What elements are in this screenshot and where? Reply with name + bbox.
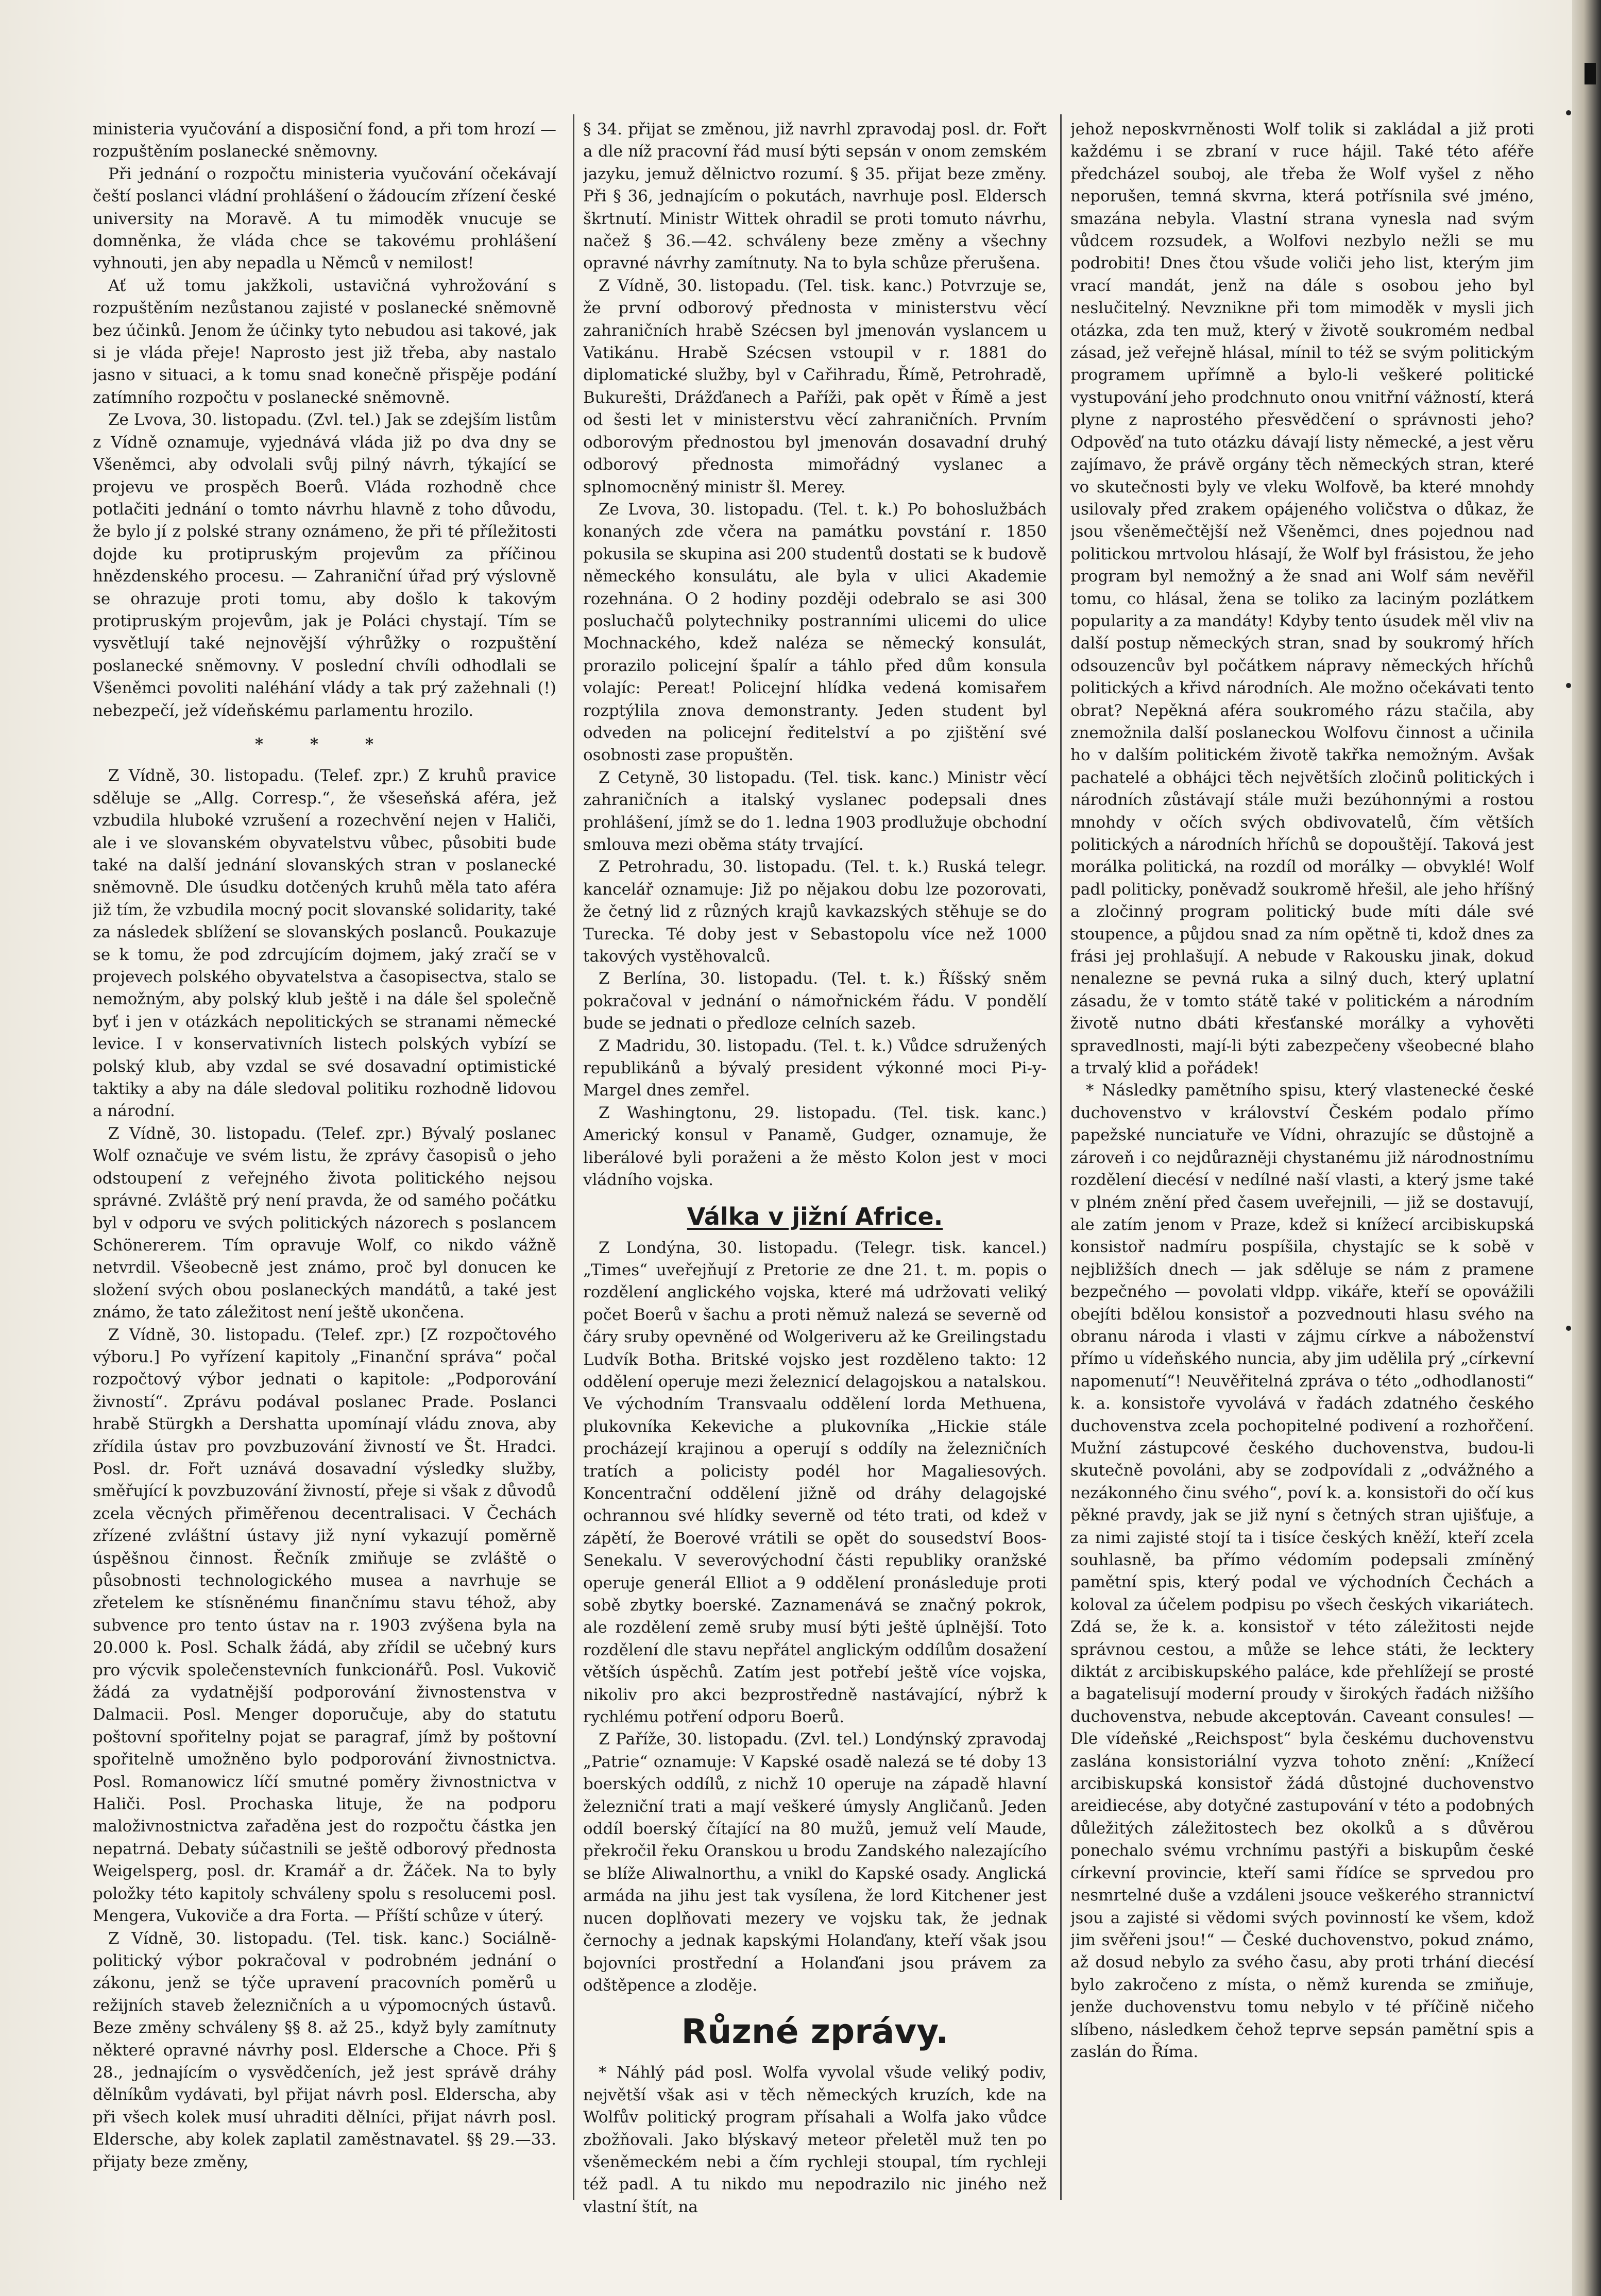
column-1: [93, 118, 556, 2235]
article-paragraph: ministeria vyučování a disposiční fond, a při tom hrozí — rozpuštěním poslanecké sněmovny.: [93, 120, 556, 161]
article-paragraph: Z Berlína, 30. listopadu. (Tel. t. k.) Říšský sněm pokračoval v jednání o námořnickém řádu. V pondělí bude se jednati o předloze celních sazeb.: [583, 969, 1047, 1033]
article-paragraph: Z Petrohradu, 30. listopadu. (Tel. t. k.) Ruská telegr. kancelář oznamuje: Již po nějakou dobu lze pozorovati, že četný lid z různých krajů kavkazských stěhuje se do Turecka. Té doby jest v Sebastopolu více než 1000 takových vystěhovalců.: [583, 858, 1047, 966]
article-paragraph: Z Washingtonu, 29. listopadu. (Tel. tisk. kanc.) Americký konsul v Panamě, Gudger, oznamuje, že liberálové byli poraženi a že město Kolon jest v moci vládního vojska.: [583, 1103, 1047, 1190]
article-paragraph: * Náhlý pád posl. Wolfa vyvolal všude veliký podiv, největší však asi v těch německých kruzích, kde na Wolfův politický program přísahali a Wolfa jako vůdce zbožňovali. Jako blýskavý meteor přeletěl muž ten po všeněmeckém nebi a čím rychleji stoupal, tím rychleji též padl. A tu nikdo mu nepodrazilo nic jiného než vlastní štít, na: [583, 2063, 1047, 2216]
article-paragraph: Ať už tomu jakžkoli, ustavičná vyhrožování s rozpuštěním nezůstanou zajisté v poslanecké sněmovně bez účinků. Jenom že účinky tyto nebudou asi takové, jak si je vláda přeje! Naprosto jest již třeba, aby nastalo jasno v situaci, a k tomu snad konečně přispěje podání zatímního rozpočtu v poslanecké sněmovně.: [93, 276, 556, 407]
article-paragraph: Při jednání o rozpočtu ministeria vyučování očekávají čeští poslanci vládní prohlášení o žádoucím zřízení české university na Moravě. A tu mimoděk vnucuje se domněnka, že vláda chce se takovému prohlášení vyhnouti, jen aby nepadla u Němců v nemilost!: [93, 164, 556, 273]
article-paragraph: Z Vídně, 30. listopadu. (Tel. tisk. kanc.) Sociálně-politický výbor pokračoval v podrobném jednání o zákonu, jenž se týče upravení pracovních poměrů u režijních staveb železničních a u výpomocných ústavů. Beze změny schváleny §§ 8. až 25., když byly zamítnuty některé opravné návrhy posl. Eldersche a Choce. Při § 28., jednajícím o vysvědčeních, jež jest správě dráhy dělníkům vydávati, byl přijat návrh posl. Elderscha, aby při všech kolek musí uhraditi dělníci, přijat návrh posl. Eldersche, aby kolek zaplatil zaměstnavatel. §§ 29.—33. přijaty beze změny,: [93, 1929, 556, 2171]
article-paragraph: * Následky pamětního spisu, který vlastenecké české duchovenstvo v království Českém podalo přímo papežské nunciatuře ve Vídni, ohrazujíc se důstojně a zároveň i co nejdůrazněji chystanému již národnostnímu rozdělení diecésí v nedílné naší vlasti, a který jsme také v plném znění před časem uveřejnili, — již se dostavují, ale zatím jenom v Praze, kdež si knížecí arcibiskupská konsistoř nadmíru pospíšila, chystajíc se k sobě v nejbližších dnech — jak sděluje se nám z pramene bezpečného — povolati vldpp. vikáře, kteří se opovážili obejíti bdělou konsistoř a pozvednouti hlasu svého na obranu národa i vlasti v zájmu církve a náboženství přímo u vídeňského nuncia, aby jim udělila prý „církevní napomenutí“! Neuvěřitelná zpráva o této „odhodlanosti“ k. a. konsistoře vyvolává v řadách zdatného českého duchovenstva zcela pochopitelné podivení a rozhořčení. Mužní zástupcové českého duchovenstva, budou-li skutečně povoláni, aby se zodpovídali z „odvážného a nezákonného činu svého“, poví k. a. konsistoři do očí kus pěkné pravdy, jak se již nyní s četných stran ujišťuje, a za nimi zajisté stojí ta i tisíce českých kněží, kteří zcela souhlasně, ba přímo védomím podepsali zmíněný pamětní spis, který podal ve východních Čechách a koloval za účelem podpisu po všech českých vikariátech. Zdá se, že k. a. konsistoř v této záležitosti nejde správnou cestou, a může se lehce státi, že lecktery diktát z arcibiskupského paláce, kde přehlížejí se prosté a bagatelisují moderní proudy v širokých řadách nižšího duchovenstva, nebude akceptován. Caveant consules! — Dle vídeňské „Reichspost“ byla českému duchovenstvu zaslána konsistoriální vyzva tohoto znění: „Knížecí arcibiskupská konsistoř žádá důstojné duchovenstvo areidiecése, aby dotyčné zastupování v této a podobných důležitých záležitostech bez okolků a s důvěrou ponechalo svému vrchnímu pastýři a biskupům české církevní provincie, kteří sami řídíce se sprvedou pro nesmrtelné duše a vzdáleni jsouce veškerého strannictví jsou a zajisté si vědomi svých povinností ke všem, kdož jim svěřeni jsou!“ — České duchovenstvo, pokud známo, až dosud nebylo za svého času, aby proti trhání diecésí bylo zakročeno z místa, o němž kurenda se zmiňuje, jenže duchovenstvu tomu nebylo v té příčině ničeho slíbeno, následkem čehož teprve sepsán pamětní spis a zaslán do Říma.: [1070, 1081, 1534, 2061]
column-rule: [573, 114, 574, 2200]
news-section-heading: Různé zprávy.: [681, 2012, 949, 2052]
article-paragraph: Z Vídně, 30. listopadu. (Tel. tisk. kanc.) Potvrzuje se, že první odborový přednosta v ministerstvu věcí zahraničních hrabě Szécsen byl jmenován vyslancem u Vatikánu. Hrabě Szécsen vstoupil v r. 1881 do diplomatické služby, byl v Cařihradu, Římě, Petrohradě, Bukurešti, Drážďanech a Paříži, pak opět v Římě a jest od šesti let v ministerstvu věcí zahraničních. Prvním odborovým přednostou byl jmenován dosavadní druhý odborový přednosta mimořádný vyslanec a splnomocněný ministr šl. Merey.: [583, 276, 1047, 496]
article-paragraph: Z Madridu, 30. listopadu. (Tel. t. k.) Vůdce sdružených republikánů a bývalý president výkonné moci Pi-y-Margel dnes zemřel.: [583, 1036, 1047, 1100]
margin-dot: [1566, 683, 1571, 688]
war-section-heading: Válka v jižní Africe.: [687, 1202, 943, 1230]
article-paragraph: Z Vídně, 30. listopadu. (Telef. zpr.) Bývalý poslanec Wolf označuje ve svém listu, že zprávy časopisů o jeho odstoupení z veřejného života politického nejsou správné. Zvláště prý není pravda, že od samého počátku byl v odporu ve svých politických názorech s poslancem Schönererem. Tím opravuje Wolf, co nikdo vážně netvrdil. Všeobecně jest známo, proč byl donucen ke složení svých obou poslaneckých mandátů, a také jest známo, že tato záležitost není ještě ukončena.: [93, 1124, 556, 1322]
column-2: [583, 118, 1047, 2235]
page-edge: [1572, 0, 1601, 2296]
article-paragraph: jehož neposkvrněnosti Wolf tolik si zakládal a již proti každému i se zbraní v ruce hájil. Také této aféře předcházel souboj, ale třeba že Wolf vyšel z něho neporušen, temná skvrna, která potřísnila své jméno, smazána nebyla. Vlastní strana vynesla nad svým vůdcem rozsudek, a Wolfovi nezbylo nežli se mu podrobiti! Dnes čtou všude voliči jeho list, kterým jim vrací mandát, jenž na dále s osobou jeho byl neslučitelný. Nevznikne při tom mimoděk v mysli jich otázka, zda ten muž, který v životě soukromém nedbal zásad, jež veřejně hlásal, mínil to též se svým politickým programem upřímně a bylo-li veškeré politické vystupování jeho prodchnuto onou vnitřní vážností, která plyne z naprostého přesvědčení o správnosti jeho? Odpověď na tuto otázku dávají listy německé, a jest věru zajímavo, že právě orgány těch německých stran, které vo skutečnosti byly ve vleku Wolfově, ba které mnohdy usilovaly před zrakem opájeného voličstva o důkaz, že jsou všeněmečtější než Všeněmci, dnes pojednou nad politickou mrtvolou hlásají, že Wolf byl frásistou, že jeho program byl nemožný a že snad ani Wolf sám nevěřil tomu, co hlásal, žena se toliko za laciným pozlátkem popularity a za mandáty! Kdyby tento úsudek měl vliv na další postup německých stran, snad by soukromý hřích odsouzencův byl počátkem nápravy německých hříchů politických a křivd národních. Ale možno očekávati tento obrat? Nepěkná aféra soukromého rázu stačila, aby znemožnila další poslaneckou Wolfovu činnost a učinila ho v dalším politickém životě takřka nemožným. Avšak pachatelé a obhájci těch největších zločinů politických i národních zůstávají stále muži bezúhonnými a rostou mnohdy v očích svých obdivovatelů, čím větších politických a národních hříchů se dopouštějí. Taková jest morálka politická, na rozdíl od morálky — obvyklé! Wolf padl politicky, poněvadž soukromě hřešil, ale jeho hříšný a zločinný program politický bude míti dále své stoupence, a půjdou snad za ním opětně ti, kdož dnes za frási jej prohlašují. A nebude v Rakousku jinak, dokud nenalezne se pevná ruka a silný duch, který uplatní zásadu, že v tomto státě také v politickém a národním životě nutno dbáti křesťanské morálky a vyhověti spravedlnosti, mají-li býti zabezpečeny všeobecné blaho a trvalý klid a pořádek!: [1070, 120, 1534, 1078]
article-paragraph: Z Cetyně, 30 listopadu. (Tel. tisk. kanc.) Ministr věcí zahraničních a italský vyslanec podepsali dnes prohlášení, jímž se do 1. ledna 1903 prodlužuje obchodní smlouva mezi oběma státy trvající.: [583, 768, 1047, 854]
article-paragraph: Ze Lvova, 30. listopadu. (Zvl. tel.) Jak se zdejším listům z Vídně oznamuje, vyjednává vláda již po dva dny se Všeněmci, aby odvolali svůj pilný návrh, týkající se projevu ve prospěch Boerů. Vláda rozhodně chce potlačiti jednání o tomto návrhu hlavně z toho důvodu, že bylo jí z polské strany oznámeno, že při té příležitosti dojde ku protipruským projevům za příčinou hnězdenského procesu. — Zahraniční úřad prý výslovně se ohrazuje proti tomu, aby došlo k takovým protipruským projevům, jak je Poláci chystají. Tím se vysvětlují také nejnovější výhrůžky o rozpuštění poslanecké sněmovny. V poslední chvíli odhodlali se Všeněmci povoliti naléhání vlády a tak prý zažehnali (!) nebezpečí, jež vídeňskému parlamentu hrozilo.: [93, 410, 556, 720]
article-paragraph: Z Londýna, 30. listopadu. (Telegr. tisk. kancel.) „Times“ uveřejňují z Pretorie ze dne 21. t. m. popis o rozdělení anglického vojska, které má udržovati veliký počet Boerů v šachu a proti němuž nalezá se severně od čáry sruby opevněné od Wolgeriveru až ke Greilingstadu Ludvík Botha. Britské vojsko jest rozděleno takto: 12 oddělení operuje mezi železnicí delagojskou a natalskou. Ve východním Transvaalu oddělení lorda Methuena, plukovníka Kekeviche a plukovníka „Hickie stále procházejí krajinou a operují s oddíly na železničních tratích a policisty podél hor Magaliesových. Koncentrační oddělení jižně od dráhy delagojské ochrannou své hlídky severně od této trati, od kdež v zápětí, že Boerové vrátili se opět do sousedství Boos-Senekalu. V severovýchodní části republiky oranžské operuje generál Elliot a 9 oddělení pronásleduje proti sobě zbytky boerské. Zaznamenává se značný pokrok, ale rozdělení země sruby musí býti ještě úplnější. Toto rozdělení dle stavu nepřátel anglickým oddílům dosažení větších úspěchů. Zatím jest potřebí ještě více vojska, nikoliv pro akci bezprostředně nastávající, nýbrž k rychlému potření odporu Boerů.: [583, 1238, 1047, 1727]
margin-dot: [1566, 110, 1571, 115]
margin-dot: [1566, 1326, 1571, 1331]
article-paragraph: Ze Lvova, 30. listopadu. (Tel. t. k.) Po bohoslužbách konaných zde včera na památku povstání r. 1850 pokusila se skupina asi 200 studentů dostati se k budově německého konsulátu, ale byla v ulici Akademie rozehnána. O 2 hodiny později odebralo se asi 300 posluchačů polytechniky postranními ulicemi do ulice Mochnackého, kdež naléza se německý konsulát, prorazilo policejní špalír a táhlo před dům konsula volajíc: Pereat! Policejní hlídka vedená komisařem rozptýlila znova demonstranty. Jeden student byl odveden na policejní ředitelství a po zjištění své osobnosti zase propuštěn.: [583, 500, 1047, 765]
article-paragraph: Z Vídně, 30. listopadu. (Telef. zpr.) [Z rozpočtového výboru.] Po vyřízení kapitoly „Finanční správa“ počal rozpočtový výbor jednati o kapitole: „Podporování živností“. Zprávu podával poslanec Prade. Poslanci hrabě Stürgkh a Dershatta upomínají vládu znova, aby zřídila ústav pro povzbuzování živností ve Št. Hradci. Posl. dr. Fořt uznává dosavadní výsledky služby, směřující k povzbuzování živností, přeje si však z důvodů zcela věcných přiměřenou decentralisaci. V Čechách zřízené zvláštní ústavy již nyní vykazují poměrně úspěšnou činnost. Řečník zmiňuje se zvláště o působnosti technologického musea a navrhuje se zřetelem ke stísněnému finančnímu stavu téhož, aby subvence pro tento ústav na r. 1903 zvýšena byla na 20.000 k. Posl. Schalk žádá, aby zřídil se učebný kurs pro výcvik společenstevních funkcionářů. Posl. Vukovič žádá za vydatnější podporování živnostenstva v Dalmacii. Posl. Menger doporučuje, aby do statutu poštovní spořitelny pojat se paragraf, jímž by poštovní spořitelně umožněno bylo podporování živnostnictva. Posl. Romanowicz líčí smutné poměry živnostnictva v Haliči. Posl. Prochaska lituje, že na podporu maloživnostnictva zařaděna jest do rozpočtu částka jen nepatrná. Debaty súčastnili se ještě odborový přednosta Weigelsperg, posl. dr. Kramář a dr. Žáček. Na to byly položky této kapitoly schváleny spolu s resolucemi posl. Mengera, Vukoviče a dra Forta. — Příští schůze v úterý.: [93, 1325, 556, 1926]
edge-marker: [1585, 63, 1596, 84]
column-3: [1070, 118, 1534, 2235]
article-paragraph: Z Vídně, 30. listopadu. (Telef. zpr.) Z kruhů pravice sděluje se „Allg. Corresp.“, že všeseňská aféra, jež vzbudila hluboké vzrušení a rozechvění nejen v Haliči, ale i ve slovanském obyvatelstvu vůbec, působiti bude také na další jednání slovanských stran v poslanecké sněmovně. Dle úsudku dotčených kruhů měla tato aféra již tím, že vzbudila mocný pocit slovanské solidarity, také za následek sblížení se slovanských poslanců. Poukazuje se k tomu, že pod zdrcujícím dojmem, jaký zračí se v projevech polského obyvatelstva a časopisectva, stalo se nemožným, aby polský klub ještě i na dále šel společně byť i jen v otázkách nepolitických se stranami německé levice. I v konservativních listech polských vybízí se polský klub, aby vzdal se své dosavadní optimistické taktiky a aby na dále sledoval politiku rozhodně lidovou a národní.: [93, 766, 556, 1121]
section-separator: * * *: [254, 734, 395, 753]
article-paragraph: § 34. přijat se změnou, již navrhl zpravodaj posl. dr. Fořt a dle níž pracovní řád musí býti sepsán v onom zemském jazyku, jemuž dělnictvo rozumí. § 35. přijat beze změny. Při § 36, jednajícím o pokutách, navrhuje posl. Eldersch škrtnutí. Ministr Wittek ohradil se proti tomuto návrhu, načež § 36.—42. schváleny beze změny a všechny opravné návrhy zamítnuty. Na to byla schůze přerušena.: [583, 120, 1047, 273]
article-paragraph: Z Paříže, 30. listopadu. (Zvl. tel.) Londýnský zpravodaj „Patrie“ oznamuje: V Kapské osadě nalezá se té doby 13 boerských oddílů, z nichž 10 operuje na západě hlavní železniční trati a mají veškeré úmysly Angličanů. Jeden oddíl boerský čítající na 80 mužů, jemuž velí Maude, překročil řeku Oranskou u brodu Zandského nalezajícího se blíže Aliwalnorthu, a vnikl do Kapské osady. Anglická armáda na jihu jest tak vysílena, že lord Kitchener jest nucen doplňovati mezery ve vojsku tak, že jednak černochy a jednak kapskými Holanďany, kteří však jsou bojovníci prostřední a Holanďani jsou právem za odštěpence a zloděje.: [583, 1730, 1047, 1995]
column-rule: [1060, 114, 1062, 2200]
